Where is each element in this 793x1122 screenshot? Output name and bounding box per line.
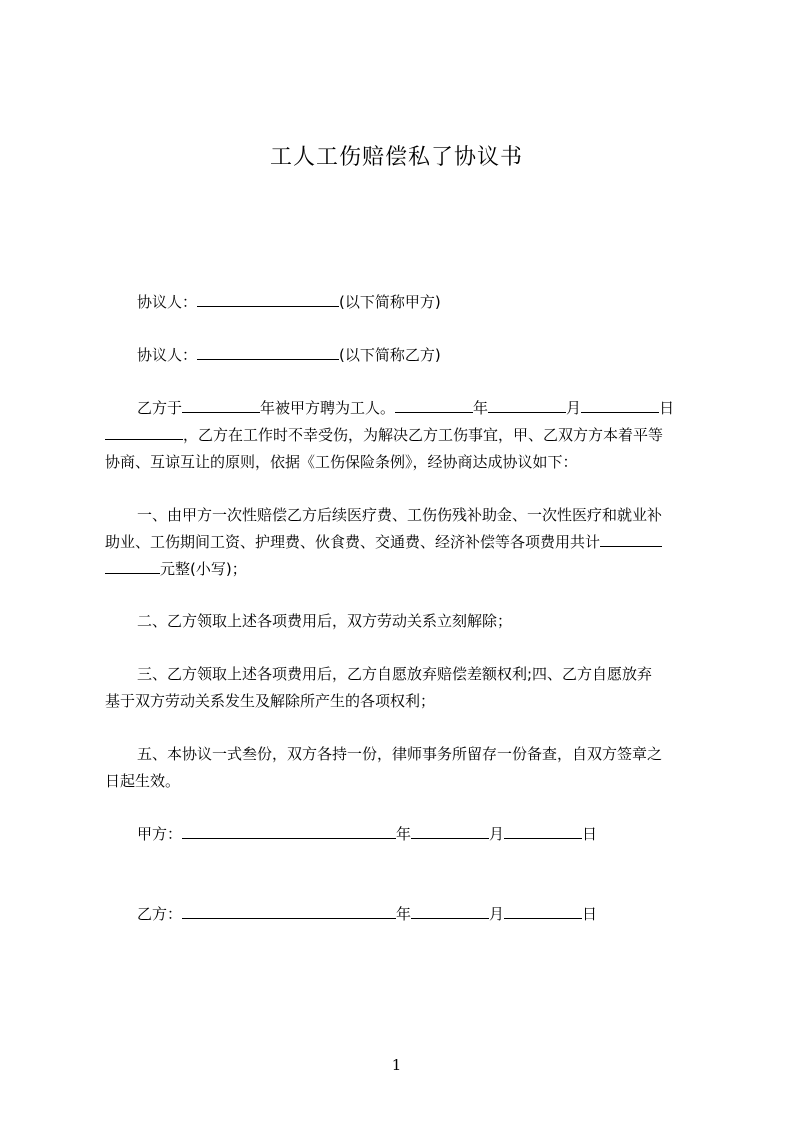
signature-b-month-label: 月 — [489, 905, 505, 923]
signature-b-year-label: 年 — [396, 905, 412, 923]
intro-text-hired: 乙方于 — [137, 399, 183, 417]
signature-b-line — [137, 904, 737, 924]
intro-line-2 — [105, 425, 705, 445]
intro-text-worker: 年被甲方聘为工人。 — [260, 399, 396, 417]
clause-5-line-1: 五、本协议一式叁份，双方各持一份，律师事务所留存一份备查，自双方签章之 — [137, 745, 663, 763]
signature-b-month-blank[interactable] — [411, 904, 489, 919]
document-title: 工人工伤赔偿私了协议书 — [269, 145, 523, 170]
clause-1-line-3 — [105, 559, 705, 579]
signature-a-year-label: 年 — [396, 825, 412, 843]
injury-day-blank[interactable] — [581, 398, 659, 413]
intro-text-resolution: ，乙方在工作时不幸受伤，为解决乙方工伤事宜，甲、乙双方方本着平等 — [183, 426, 664, 444]
page-number: 1 — [391, 1056, 402, 1074]
intro-line-3: 协商、互谅互让的原则，依据《工伤保险条例》，经协商达成协议如下： — [105, 453, 578, 471]
clause-1-text: 助业、工伤期间工资、护理费、伙食费、交通费、经济补偿等各项费用共计 — [105, 533, 601, 551]
party-a-line — [137, 292, 737, 312]
signature-b-day-blank[interactable] — [504, 904, 582, 919]
party-b-line — [137, 345, 737, 365]
signature-a-day-blank[interactable] — [504, 824, 582, 839]
signature-a-label: 甲方： — [137, 825, 183, 843]
intro-day-label: 日 — [659, 399, 675, 417]
clause-1-amount-suffix: 元整(小写)； — [160, 560, 247, 578]
party-b-name-blank[interactable] — [197, 345, 339, 360]
injury-year-blank[interactable] — [395, 398, 473, 413]
party-b-suffix: (以下简称乙方) — [339, 346, 441, 364]
party-a-name-blank[interactable] — [197, 292, 339, 307]
injury-detail-blank[interactable] — [105, 425, 183, 440]
signature-b-day-label: 日 — [582, 905, 598, 923]
hire-year-blank[interactable] — [182, 398, 260, 413]
signature-a-month-blank[interactable] — [411, 824, 489, 839]
intro-year-label: 年 — [473, 399, 489, 417]
party-b-label: 协议人： — [137, 346, 198, 364]
signature-a-month-label: 月 — [489, 825, 505, 843]
clause-3-line-1: 三、乙方领取上述各项费用后，乙方自愿放弃赔偿差额权利;四、乙方自愿放弃 — [137, 665, 653, 683]
injury-month-blank[interactable] — [488, 398, 566, 413]
intro-line-1 — [137, 398, 737, 418]
clause-1-line-1: 一、由甲方一次性赔偿乙方后续医疗费、工伤伤残补助金、一次性医疗和就业补 — [137, 506, 663, 524]
party-a-suffix: (以下简称甲方) — [339, 293, 441, 311]
total-amount-blank-1[interactable] — [600, 532, 662, 547]
clause-5-line-2: 日起生效。 — [105, 772, 181, 790]
signature-a-line — [137, 824, 737, 844]
clause-1-line-2 — [105, 532, 705, 552]
party-a-label: 协议人： — [137, 293, 198, 311]
signature-b-blank[interactable] — [182, 904, 396, 919]
signature-a-day-label: 日 — [582, 825, 598, 843]
intro-month-label: 月 — [566, 399, 582, 417]
clause-3-line-2: 基于双方劳动关系发生及解除所产生的各项权利； — [105, 692, 436, 710]
total-amount-blank-2[interactable] — [105, 559, 160, 574]
clause-2-line-1: 二、乙方领取上述各项费用后，双方劳动关系立刻解除； — [137, 612, 513, 630]
signature-a-blank[interactable] — [182, 824, 396, 839]
signature-b-label: 乙方： — [137, 905, 183, 923]
